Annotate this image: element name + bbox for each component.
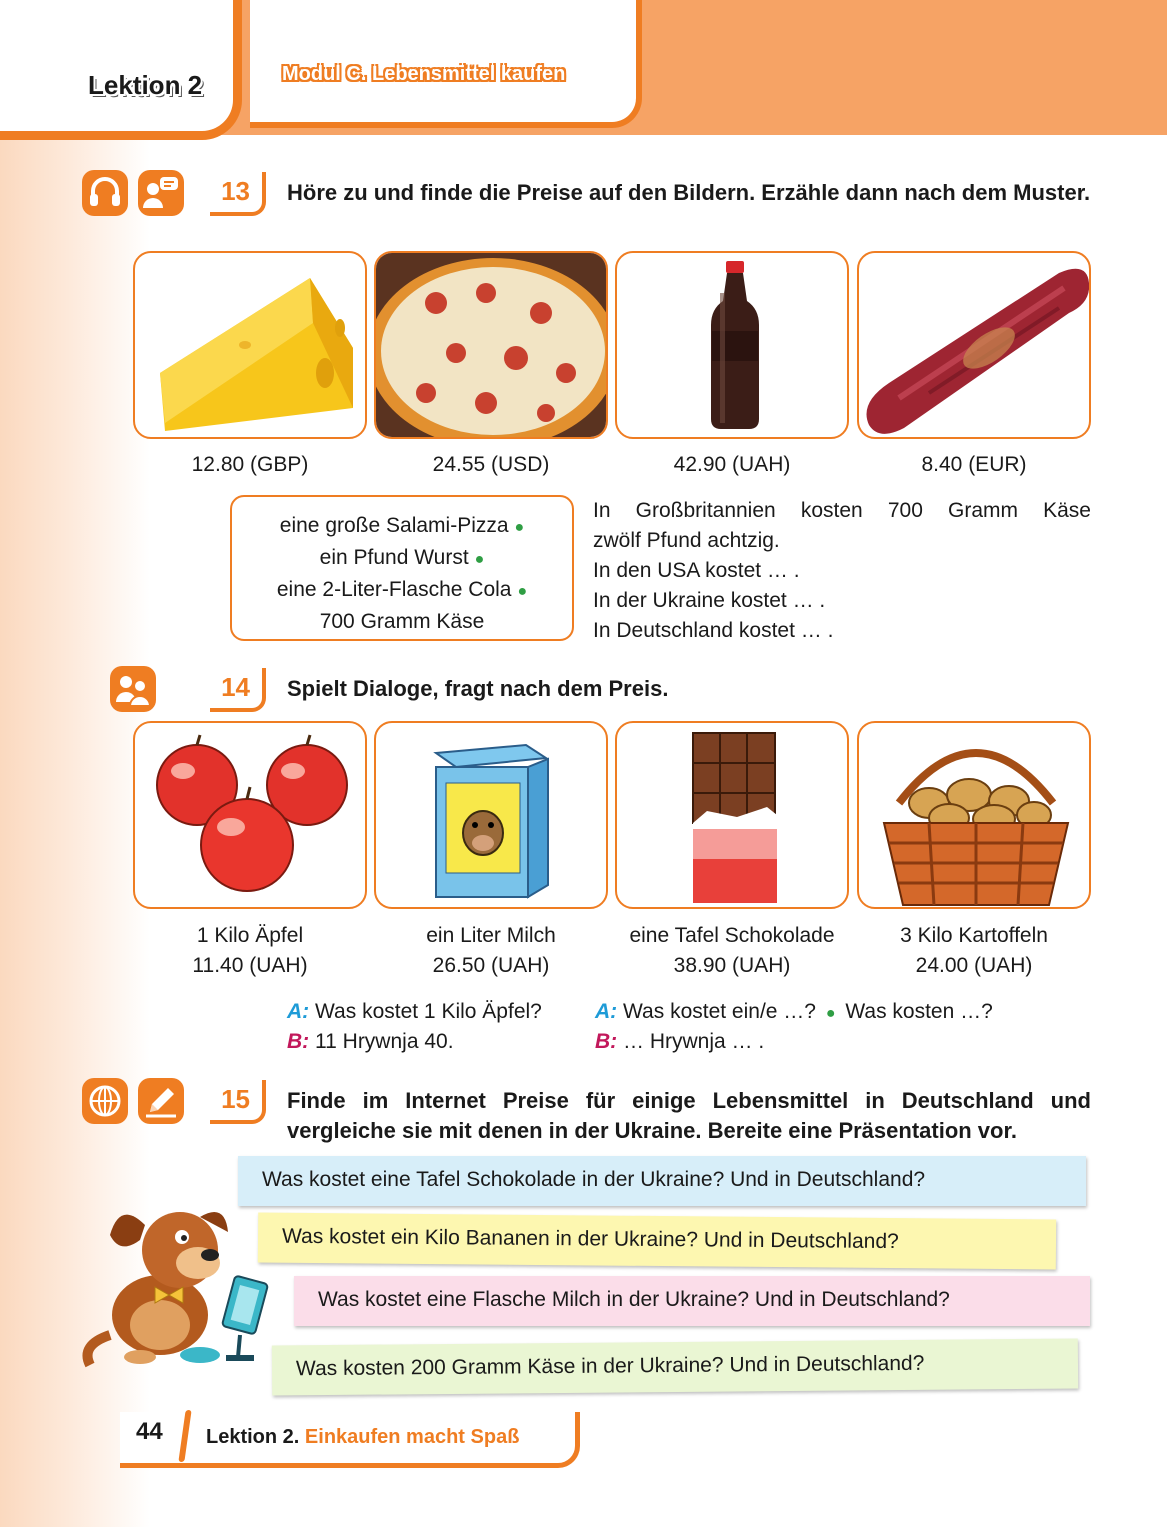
item-name-potatoes: 3 Kilo Kartoffeln [900,924,1048,947]
bullet-dot: ● [825,1005,836,1022]
page-number: 44 [136,1418,163,1445]
internet-globe-icon [82,1078,128,1124]
task-15-instruction: Finde im Internet Preise für einige Lebensmittel in Deutschland und vergleiche sie mit denen in der Ukraine. Bereite eine Präsentation vor. [287,1088,1091,1143]
model-line: In Großbritannien kosten 700 Gramm Käse [593,499,1091,522]
word-box [230,495,574,641]
dialog-1-answer: B: 11 Hrywnja 40. [287,1030,454,1053]
chocolate-bar-picture [615,721,849,909]
dialog-1-question: A: Was kostet 1 Kilo Äpfel? [287,1000,542,1023]
item-price-potatoes: 24.00 (UAH) [915,954,1033,977]
model-line: In den USA kostet … . [593,559,800,582]
apples-picture [133,721,367,909]
price-pizza: 24.55 (USD) [432,453,550,476]
item-name-apples: 1 Kilo Äpfel [196,924,304,947]
question-strip: Was kosten 200 Gramm Käse in der Ukraine? Und in Deutschland? [272,1338,1078,1395]
question-strip: Was kostet eine Tafel Schokolade in der Ukraine? Und in Deutschland? [238,1156,1086,1206]
dialog-2-question: A: Was kostet ein/e …? ● Was kosten …? [595,1000,993,1023]
word-item: 700 Gramm Käse [319,610,485,633]
headphones-icon [82,170,128,216]
item-price-milk: 26.50 (UAH) [432,954,550,977]
word-item: eine 2-Liter-Flasche Cola ● [276,578,528,601]
task-14-number: 14 [210,668,266,712]
item-name-chocolate: eine Tafel Schokolade [629,924,835,947]
pair-work-icon [110,666,156,712]
item-name-milk: ein Liter Milch [426,924,556,947]
question-strip: Was kostet ein Kilo Bananen in der Ukraine? Und in Deutschland? [258,1213,1056,1270]
task-15-number: 15 [210,1080,266,1124]
speaker-a-label: A: [595,1000,618,1023]
speaker-b-label: B: [287,1030,310,1053]
bullet-dot: ● [474,551,485,568]
item-price-apples: 11.40 (UAH) [192,954,308,977]
speaker-b-label: B: [595,1030,618,1053]
cola-bottle-picture [615,251,849,439]
bullet-dot: ● [517,583,528,600]
bullet-dot: ● [514,519,525,536]
price-sausage: 8.40 (EUR) [921,453,1027,476]
model-line: zwölf Pfund achtzig. [593,529,780,552]
dog-illustration [80,1195,290,1370]
question-strip: Was kostet eine Flasche Milch in der Ukraine? Und in Deutschland? [294,1276,1090,1326]
model-line: In der Ukraine kostet … . [593,589,826,612]
dialog-2-answer: B: … Hrywnja … . [595,1030,765,1053]
potato-basket-picture [857,721,1091,909]
task-14-instruction: Spielt Dialoge, fragt nach dem Preis. [287,676,669,701]
word-item: eine große Salami-Pizza ● [279,514,525,537]
speaker-a-label: A: [287,1000,310,1023]
cheese-picture [133,251,367,439]
word-item: ein Pfund Wurst ● [319,546,485,569]
task-13-number: 13 [210,172,266,216]
model-line: In Deutschland kostet … . [593,619,834,642]
pizza-picture [374,251,608,439]
milk-carton-picture [374,721,608,909]
price-cheese: 12.80 (GBP) [191,453,309,476]
task-13-instruction: Höre zu und finde die Preise auf den Bildern. Erzähle dann nach dem Muster. [287,180,1091,205]
footer-title: Lektion 2. Einkaufen macht Spaß [206,1426,520,1448]
lesson-label: Lektion 2 [88,70,203,100]
speech-person-icon [138,170,184,216]
item-price-chocolate: 38.90 (UAH) [673,954,791,977]
price-cola: 42.90 (UAH) [673,453,791,476]
sausage-picture [857,251,1091,439]
pencil-icon [138,1078,184,1124]
module-title: Modul C. Lebensmittel kaufen [282,63,566,85]
